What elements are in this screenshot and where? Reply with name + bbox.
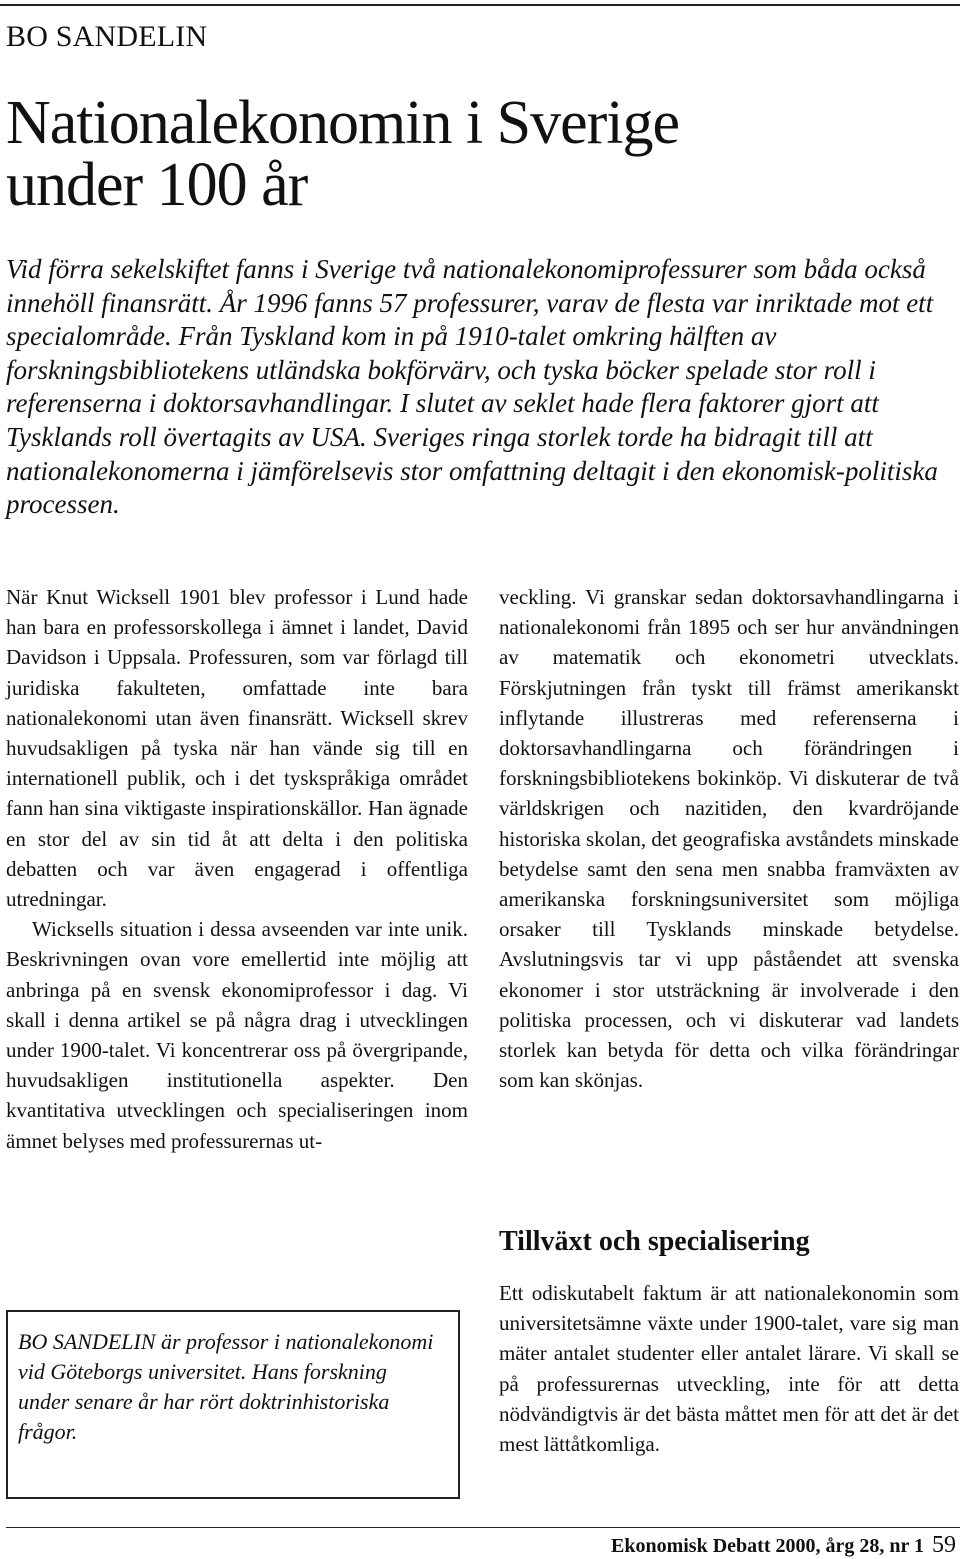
body-paragraph: Wicksells situation i dessa avseenden var inte unik. Beskrivningen ovan vore emellertid inte möjlig att anbringa på en svensk ekonomiprofessor i dag. Vi skall i denna artikel se på några drag i utvecklingen under 1900-talet. Vi koncentrerar oss på övergripande, huvudsakligen institutionella aspekter. Den kvantitativa utvecklingen och specialiseringen inom ämnet belyses med professurernas ut- [6,917,468,1153]
title-line-2: under 100 år [6,151,308,219]
journal-citation: Ekonomisk Debatt 2000, årg 28, nr 1 [611,1535,924,1557]
body-column-right [499,582,959,1095]
bottom-rule [6,1527,960,1528]
body-paragraph: När Knut Wicksell 1901 blev professor i Lund hade han bara en professorskollega i ämnet i landet, David Davidson i Uppsala. Professuren, som var förlagd till juridiska fakulteten, omfattade inte bara nationalekonomi utan även finansrätt. Wicksell skrev huvudsakligen på tyska när han vände sig till en internationell publik, och i det tyskspråkiga området fann han sina viktigaste inspirationskällor. Han ägnade en stor del av sin tid åt att delta i den politiska debatten och var även engagerad i offentliga utredningar. [6,585,468,912]
author-bio-box [6,1310,460,1499]
page-number: 59 [932,1532,956,1558]
top-rule [0,4,960,6]
body-column-left [6,582,468,1156]
body-column-right-section [499,1278,959,1459]
author-bio: BO SANDELIN är professor i nationalekonomi vid Göteborgs universitet. Hans forskning under senare år har rört doktrinhistoriska frågor. [18,1329,434,1444]
section-heading: Tillväxt och specialisering [499,1226,810,1257]
article-title [6,89,946,219]
body-paragraph: Ett odiskutabelt faktum är att nationalekonomin som universitetsämne växte under 1900-talet, vare sig man mäter antalet studenter eller antalet lärare. Vi skall se på professurernas utveckling, inte för att detta nödvändigtvis är det bästa måttet men för att det är det mest lättåtkomliga. [499,1281,959,1457]
body-paragraph: veckling. Vi granskar sedan doktorsavhandlingarna i nationalekonomi från 1895 och ser hur användningen av matematik och ekonometri utvecklats. Förskjutningen från tyskt till främst amerikanskt inflytande illustreras med referenserna i doktorsavhandlingarna och förändringen i forskningsbibliotekens bokinköp. Vi diskuterar de två världskrigen och nazitiden, den kvardröjande historiska skolan, det geografiska avståndets minskade betydelse samt den sena men snabba framväxten av amerikanska forskningsuniversitet som möjliga orsaker till Tysklands minskade betydelse. Avslutningsvis tar vi upp påståendet att svenska ekonomer i stor utsträckning är involverade i den politiska processen, och vi diskuterar vad landets storlek kan betyda för detta och vilka förändringar som kan skönjas. [499,585,959,1093]
title-line-1: Nationalekonomin i Sverige [6,89,680,157]
page-footer [611,1532,956,1559]
lead-paragraph: Vid förra sekelskiftet fanns i Sverige två nationalekonomiprofessurer som båda också innehöll finansrätt. År 1996 fanns 57 professurer, varav de flesta var inriktade mot ett specialområde. Från Tyskland kom in på 1910-talet omkring hälften av forskningsbibliotekens utländska bokförvärv, och tyska böcker spelade stor roll i referenserna i doktorsavhandlingar. I slutet av seklet hade flera faktorer gjort att Tysklands roll övertagits av USA. Sveriges ringa storlek torde ha bidragit till att nationalekonomerna i jämförelsevis stor omfattning deltagit i den ekonomisk-politiska processen. [6,254,938,520]
author-header: BO SANDELIN [6,20,208,53]
